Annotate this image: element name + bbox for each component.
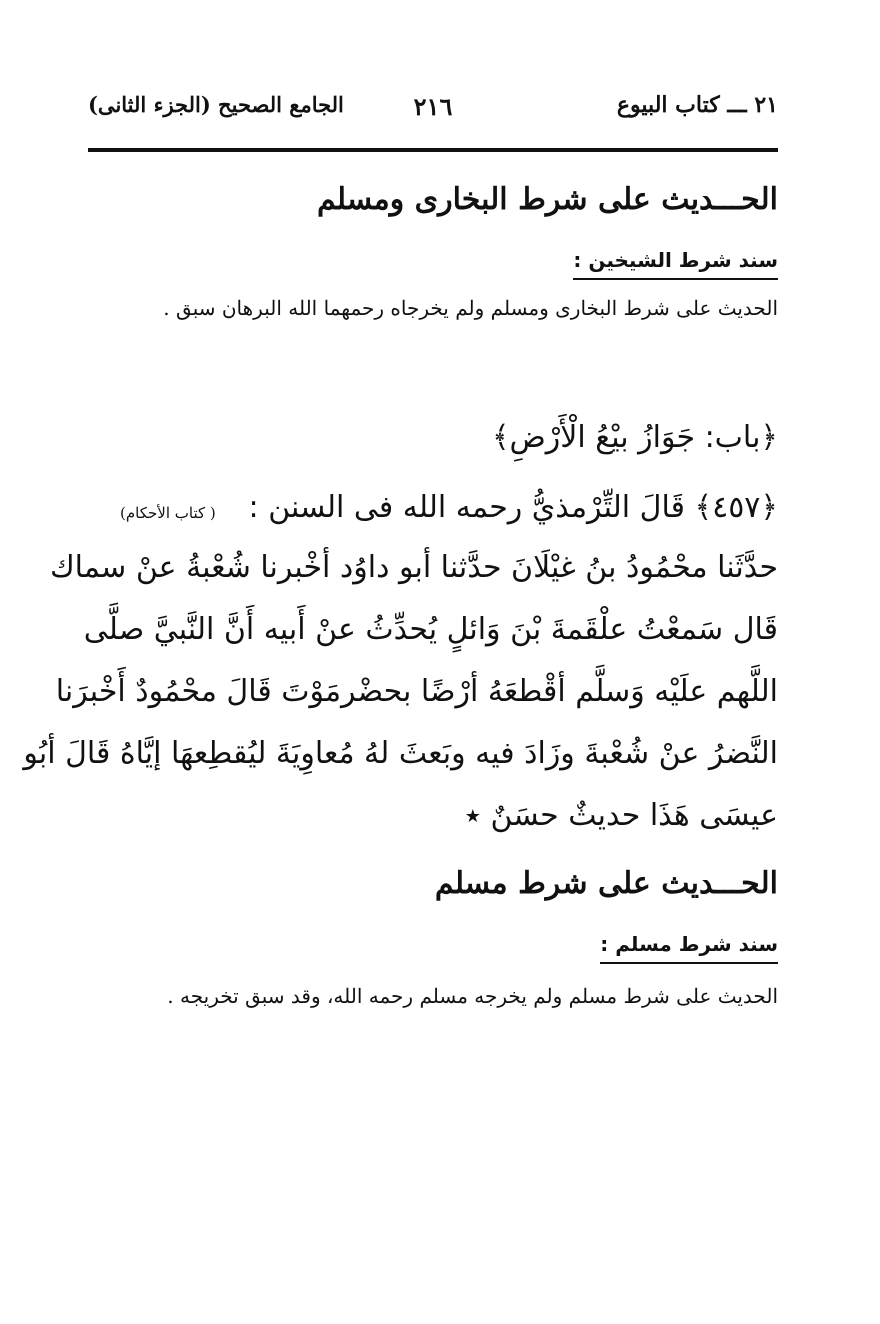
section2-sub-label-wrap — [600, 932, 778, 964]
chapter-title: ٢١ ـــ كتاب البيوع — [616, 92, 778, 118]
running-head — [88, 92, 778, 132]
section2-sub-label: سند شرط مسلم : — [600, 932, 778, 964]
hadith-number-line — [120, 490, 778, 530]
section2-text: الحديث على شرط مسلم ولم يخرجه مسلم رحمه الله، وقد سبق تخريجه . — [167, 984, 778, 1008]
bab-title: ﴿باب: جَوَازُ بيْعُ الْأَرْضِ﴾ — [491, 420, 778, 455]
header-rule — [88, 148, 778, 152]
section1-sub-label-wrap — [573, 248, 778, 280]
book-title: الجامع الصحيح (الجزء الثانى) — [88, 92, 344, 117]
hadith-number-intro: ﴿٤٥٧﴾ قَالَ التِّرْمذيُّ رحمه الله فى السنن : — [248, 490, 778, 525]
hadith-line: النَّضرُ عنْ شُعْبةَ وزَادَ فيه وبَعثَ لهُ مُعاوِيَةَ ليُقطِعهَا إيَّاهُ قَالَ أبُو — [23, 736, 778, 771]
hadith-line: اللَّهم علَيْه وَسلَّم أقْطعَهُ أرْضًا بحضْرمَوْتَ قَالَ محْمُودٌ أَخْبرَنا — [55, 674, 778, 709]
hadith-line: حدَّثَنا محْمُودُ بنُ غيْلَانَ حدَّثنا أبو داوُد أخْبرنا شُعْبةُ عنْ سماك — [49, 550, 778, 585]
hadith-line: قَال سَمعْتُ علْقَمةَ بْنَ وَائلٍ يُحدِّثُ عنْ أَبيه أَنَّ النَّبيَّ صلَّى — [83, 612, 778, 647]
section1-heading: الحـــديث على شرط البخارى ومسلم — [316, 182, 778, 217]
hadith-source-ref: ( كتاب الأحكام) — [120, 504, 216, 522]
section2-heading: الحـــديث على شرط مسلم — [434, 866, 778, 901]
section1-sub-label: سند شرط الشيخين : — [573, 248, 778, 280]
section1-text: الحديث على شرط البخارى ومسلم ولم يخرجاه رحمهما الله البرهان سبق . — [163, 296, 778, 320]
page-number: ٢١٦ — [413, 92, 453, 121]
hadith-line: عيسَى هَذَا حديثٌ حسَنٌ ٭ — [464, 798, 778, 833]
